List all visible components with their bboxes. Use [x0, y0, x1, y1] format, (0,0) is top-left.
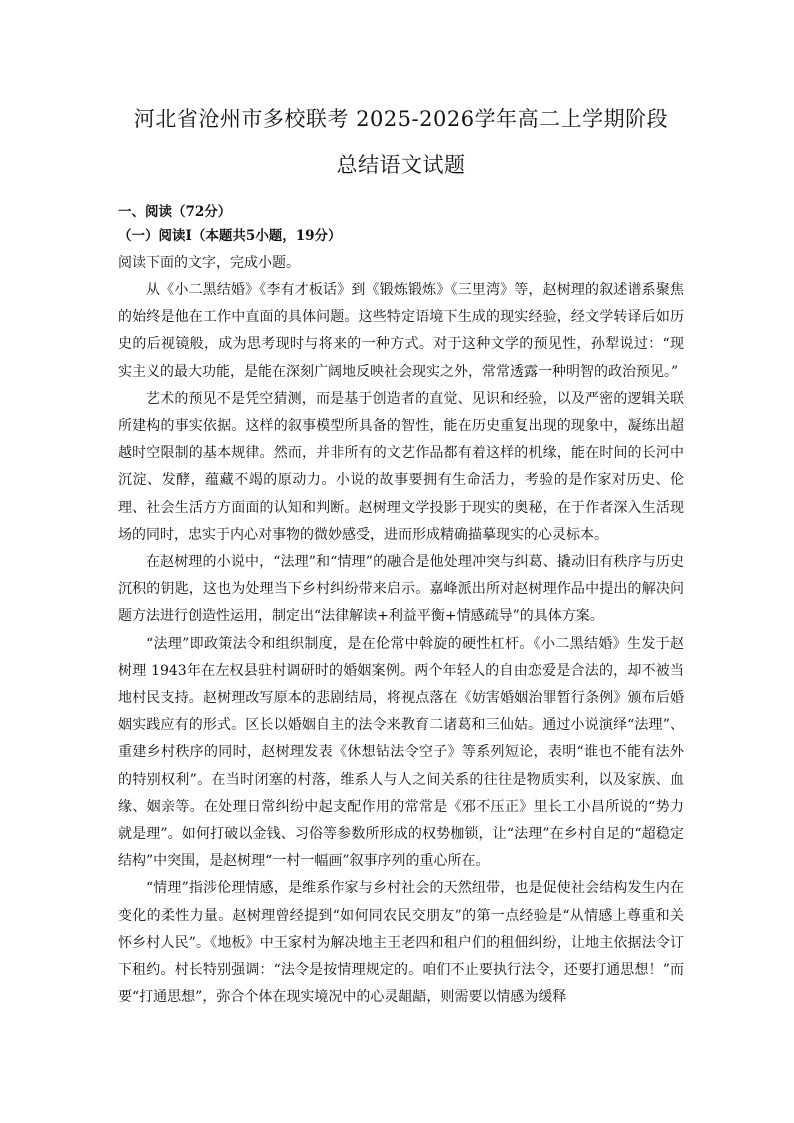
subsection-heading: （一）阅读Ⅰ（本题共5小题，19分） [118, 228, 342, 244]
title-line-2: 总结语文试题 [336, 153, 466, 177]
body-paragraph-4: “法理”即政策法令和组织制度，是在伦常中斡旋的硬性杠杆。《小二黑结婚》生发于赵树理 1943年在左权县驻村调研时的婚姻案例。两个年轻人的自由恋爱是合法的，却不被当地村民支持。赵树理改写原本的悲剧结局，将视点落在《妨害婚姻治罪暂行条例》颁布后婚姻实践应有的形式。区长以婚姻自主的法令来教育二诸葛和三仙姑。通过小说演绎“法理”、重建乡村秩序的同时，赵树理发表《休想钻法令空子》等系列短论，表明“谁也不能有法外的特别权利”。在当时闭塞的村落，维系人与人之间关系的往往是物质实利，以及家族、血缘、姻亲等。在处理日常纠纷中起支配作用的常常是《邪不压正》里长工小昌所说的“势力就是理”。如何打破以金钱、习俗等参数所形成的权势枷锁，让“法理”在乡村自足的“超稳定结构”中突围，是赵树理“一村一幅画”叙事序列的重心所在。 [118, 635, 684, 870]
document-title [118, 96, 684, 188]
body-paragraph-1: 从《小二黑结婚》《李有才板话》到《锻炼锻炼》《三里湾》等，赵树理的叙述谱系聚焦的始终是他在工作中直面的具体问题。这些特定语境下生成的现实经验，经文学转译后如历史的后视镜般，成为思考现时与将来的一种方式。对于这种文学的预见性，孙犁说过：“现实主义的最大功能，是能在深刻广阔地反映社会现实之外，常常透露一种明智的政治预见。” [118, 282, 684, 380]
reading-instruction: 阅读下面的文字，完成小题。 [118, 255, 300, 271]
body-paragraph-3: 在赵树理的小说中，“法理”和“情理”的融合是他处理冲突与纠葛、撬动旧有秩序与历史沉积的钥匙，这也为处理当下乡村纠纷带来启示。嘉峰派出所对赵树理作品中提出的解决问题方法进行创造性运用，制定出“法律解读+利益平衡+情感疏导”的具体方案。 [118, 554, 684, 625]
body-paragraph-2: 艺术的预见不是凭空猜测，而是基于创造者的直觉、见识和经验，以及严密的逻辑关联所建构的事实依据。这样的叙事模型所具备的智性，能在历史重复出现的现象中，凝练出超越时空限制的基本规律。然而，并非所有的文艺作品都有着这样的机缘，能在时间的长河中沉淀、发酵，蕴藏不竭的原动力。小说的故事要拥有生命活力，考验的是作家对历史、伦理、社会生活方方面面的认知和判断。赵树理文学投影于现实的奥秘，在于作者深入生活现场的同时，忠实于内心对事物的微妙感受，进而形成精确描摹现实的心灵标本。 [118, 390, 684, 543]
section-heading: 一、阅读（72分） [118, 204, 232, 220]
body-paragraph-5: “情理”指涉伦理情感，是维系作家与乡村社会的天然纽带，也是促使社会结构发生内在变化的柔性力量。赵树理曾经提到“如何同农民交朋友”的第一点经验是“从情感上尊重和关怀乡村人民”。《地板》中王家村为解决地主王老四和租户们的租佃纠纷，让地主依据法令订下租约。村长特别强调：“法令是按情理规定的。咱们不止要执行法令，还要打通思想！”而要“打通思想”，弥合个体在现实境况中的心灵龃龉，则需要以情感为缓释 [118, 880, 684, 1006]
title-line-1: 河北省沧州市多校联考 2025-2026学年高二上学期阶段 [133, 107, 669, 131]
